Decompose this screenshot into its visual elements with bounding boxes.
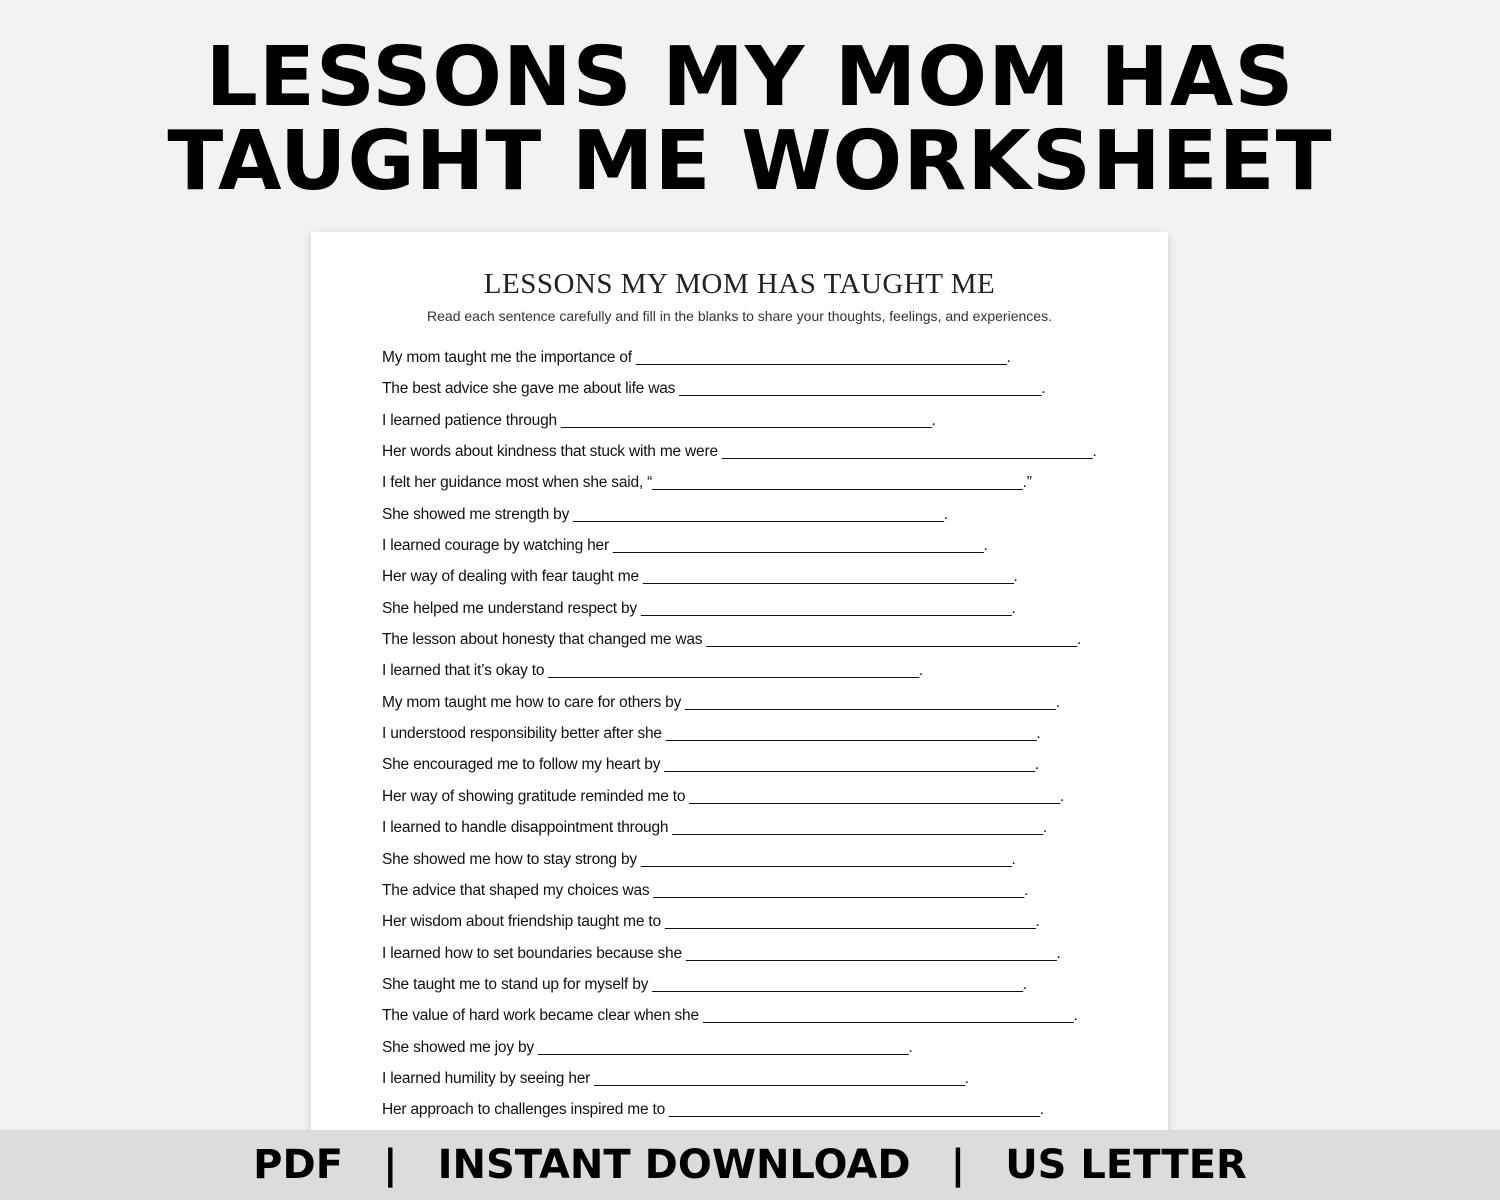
prompt-item: Her wisdom about friendship taught me to ____________________________________________. (382, 913, 1040, 931)
worksheet-page (311, 232, 1168, 1152)
prompt-item: The advice that shaped my choices was ____________________________________________. (382, 881, 1029, 899)
banner-title-line-2: TAUGHT ME WORKSHEET (167, 114, 1333, 209)
prompt-item: I learned how to set boundaries because she ____________________________________________. (382, 944, 1061, 962)
prompt-item: She helped me understand respect by ____________________________________________. (382, 599, 1016, 617)
prompt-item: I learned to handle disappointment through ____________________________________________. (382, 819, 1048, 837)
footer-paper-size: US LETTER (1005, 1142, 1247, 1188)
prompt-item: She showed me how to stay strong by ____________________________________________. (382, 850, 1016, 868)
worksheet-subtitle: Read each sentence carefully and fill in the blanks to share your thoughts, feelings, and experiences. (427, 308, 1052, 324)
prompt-item: Her approach to challenges inspired me to ____________________________________________. (382, 1101, 1044, 1119)
prompt-item: The best advice she gave me about life was ___________________________________________. (382, 380, 1046, 398)
prompt-item: I understood responsibility better after she ____________________________________________. (382, 725, 1041, 743)
prompt-item: I learned courage by watching her ____________________________________________. (382, 537, 988, 555)
prompt-item: The lesson about honesty that changed me was ____________________________________________. (382, 631, 1082, 649)
prompt-item: She taught me to stand up for myself by ____________________________________________. (382, 975, 1027, 993)
banner-title-line-1: LESSONS MY MOM HAS (205, 30, 1295, 125)
footer-format: PDF (253, 1142, 344, 1188)
prompt-item: I felt her guidance most when she said, “____________________________________________.” (382, 474, 1032, 492)
prompt-item: Her way of showing gratitude reminded me to ____________________________________________. (382, 787, 1064, 805)
prompt-item: The value of hard work became clear when she ____________________________________________. (382, 1007, 1078, 1025)
footer-download: INSTANT DOWNLOAD (437, 1142, 911, 1188)
prompt-list (382, 346, 1097, 1130)
prompt-item: Her words about kindness that stuck with me were ____________________________________________. (382, 443, 1097, 461)
prompt-item: My mom taught me the importance of ____________________________________________. (382, 349, 1011, 366)
footer-separator: | (383, 1142, 398, 1188)
prompt-item: I learned patience through ____________________________________________. (382, 411, 936, 429)
prompt-item: My mom taught me how to care for others by ____________________________________________. (382, 693, 1060, 711)
footer-separator: | (950, 1142, 966, 1188)
banner-title (0, 30, 1500, 209)
prompt-item: I learned that it’s okay to ____________________________________________. (382, 662, 924, 680)
prompt-item: She showed me joy by ____________________________________________. (382, 1038, 913, 1056)
prompt-item: She showed me strength by ____________________________________________. (382, 505, 948, 523)
footer-bar (0, 1130, 1500, 1200)
prompt-item: Her way of dealing with fear taught me ____________________________________________. (382, 568, 1018, 586)
prompt-item: She encouraged me to follow my heart by ____________________________________________. (382, 756, 1039, 774)
worksheet-title: LESSONS MY MOM HAS TAUGHT ME (483, 268, 996, 300)
prompt-item: I learned humility by seeing her ____________________________________________. (382, 1069, 969, 1087)
